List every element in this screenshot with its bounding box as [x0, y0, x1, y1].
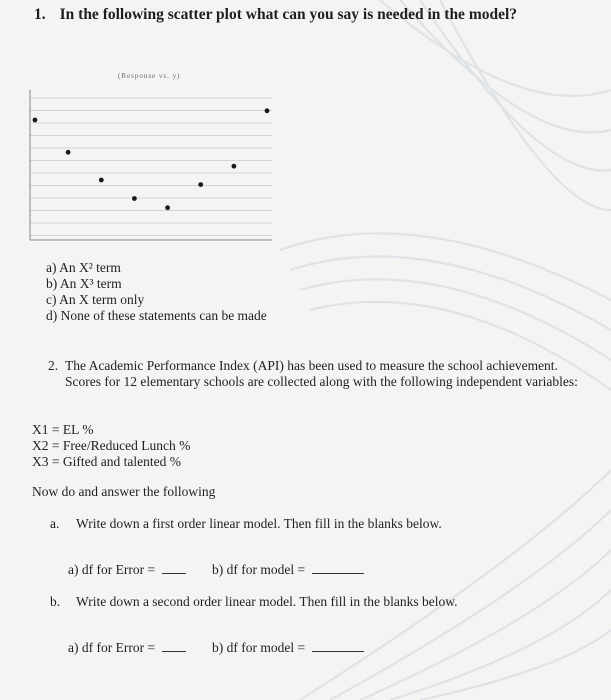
data-point	[198, 182, 203, 187]
question-1	[34, 6, 517, 24]
part-a-df-model-label: b) df for model =	[212, 562, 306, 577]
data-point	[265, 108, 270, 113]
part-a-label: a.	[50, 516, 60, 531]
data-point	[33, 118, 38, 123]
part-a-df-model	[212, 562, 364, 578]
q1-option-b: b) An X³ term	[46, 276, 122, 291]
part-b-label: b.	[50, 594, 61, 609]
data-point	[165, 205, 170, 210]
part-b-df-model-label: b) df for model =	[212, 640, 306, 655]
question-2-text: The Academic Performance Index (API) has been used to measure the school achievement. Scores for 12 elementary schools are collected along with the following independent variables:	[65, 358, 578, 389]
part-b-df-error-label: a) df for Error =	[68, 640, 156, 655]
chart-title: (Response vs. y)	[118, 72, 181, 80]
q1-option-a: a) An X² term	[46, 260, 121, 275]
part-a-df-model-blank[interactable]	[312, 573, 364, 574]
part-b-df-error	[68, 640, 186, 656]
q1-option-c: c) An X term only	[46, 292, 145, 307]
variable-x1: X1 = EL %	[32, 422, 94, 437]
part-a-df-error	[68, 562, 186, 578]
part-b-df-model-blank[interactable]	[312, 651, 364, 652]
instruction: Now do and answer the following	[32, 484, 216, 499]
question-2-number: 2.	[48, 358, 59, 373]
part-b-df-model	[212, 640, 364, 656]
variable-x2: X2 = Free/Reduced Lunch %	[32, 438, 191, 453]
q1-option-d: d) None of these statements can be made	[46, 308, 267, 323]
part-b-df-error-blank[interactable]	[162, 651, 186, 652]
question-2	[48, 358, 593, 390]
question-1-number: 1.	[34, 6, 46, 23]
part-a-text: Write down a first order linear model. Then fill in the blanks below.	[76, 516, 442, 531]
scatter-plot	[26, 84, 276, 244]
variable-x3: X3 = Gifted and talented %	[32, 454, 181, 469]
data-point	[232, 164, 237, 169]
data-point	[99, 178, 104, 183]
part-a-df-error-label: a) df for Error =	[68, 562, 156, 577]
question-1-text: In the following scatter plot what can you say is needed in the model?	[59, 6, 518, 23]
data-point	[132, 196, 137, 201]
part-a-df-error-blank[interactable]	[162, 573, 186, 574]
part-b-text: Write down a second order linear model. Then fill in the blanks below.	[76, 594, 458, 609]
data-point	[66, 150, 71, 155]
